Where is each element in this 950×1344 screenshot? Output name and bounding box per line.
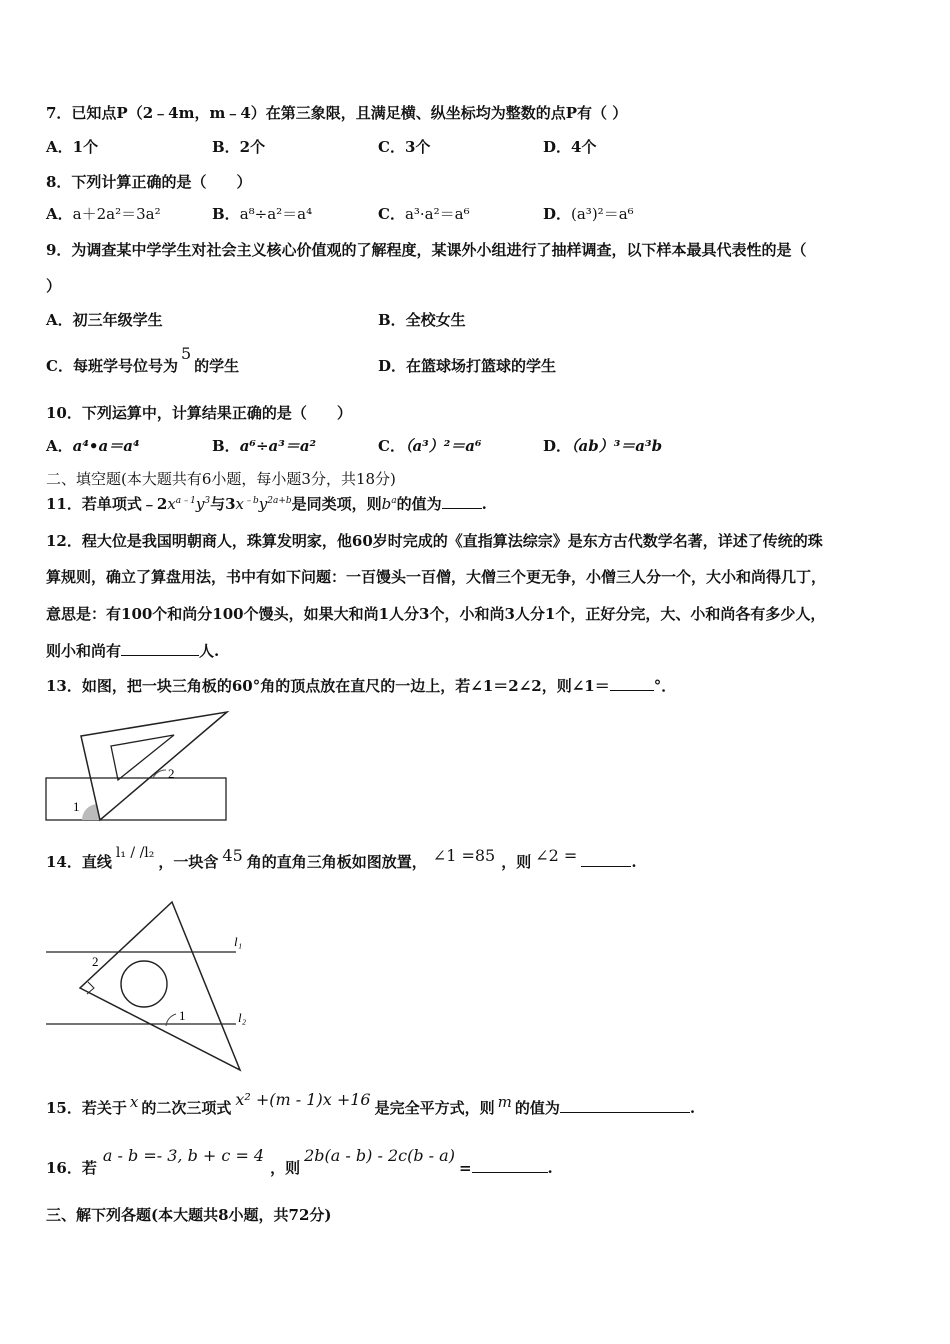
q14-angle-45: 45: [222, 846, 243, 865]
q7-option-a: A．1个: [46, 138, 99, 156]
q13-text: 13．如图，把一块三角板的60°角的顶点放在直尺的一边上，若∠1＝2∠2，则∠1＝ °．: [46, 677, 677, 695]
set-square-inner: [111, 735, 174, 780]
section-3-heading: 三、解下列各题(本大题共8小题，共72分): [46, 1206, 332, 1224]
q12-line-1: 12．程大位是我国明朝商人，珠算发明家，他60岁时完成的《直指算法综宗》是东方古代数学名著，详述了传统的珠: [46, 532, 823, 550]
q8-option-b: B．a⁸÷a²＝a⁴: [212, 205, 313, 223]
q8-option-d: D．(a³)²＝a⁶: [543, 205, 634, 223]
q14-given-angle: ∠1 =85: [432, 846, 496, 865]
q11-text: 11．若单项式$﹣2x^{a﹣1}y^3$与$3x^{﹣b}y^{2a+b}$是同类项，则$b^a$的值为 .: [46, 495, 487, 513]
q7-option-b: B．2个: [212, 138, 266, 156]
q15-var-x: x: [129, 1093, 139, 1111]
l2-label: l₂: [238, 1010, 247, 1025]
q8-option-c: C．a³·a²＝a⁶: [378, 205, 470, 223]
q8-option-a: A．a＋2a²＝3a²: [46, 205, 161, 223]
q10-stem: 10．下列运算中，计算结果正确的是（ ）: [46, 404, 352, 422]
q12-line-2: 算规则，确立了算盘用法，书中有如下问题：一百馒头一百僧，大僧三个更无争，小僧三人分一个，大小和尚得几丁，: [46, 568, 827, 586]
circle-hole: [121, 961, 167, 1007]
q15-expression: x² +(m - 1)x +16: [235, 1090, 371, 1109]
set-square-outer: [81, 712, 227, 820]
q9-stem-end: ）: [46, 277, 62, 295]
section-2-heading: 二、填空题(本大题共有6小题，每小题3分，共18分): [46, 470, 396, 488]
q8-stem: 8．下列计算正确的是（ ）: [46, 173, 252, 191]
q16-expression: 2b(a - b) - 2c(b - a): [304, 1146, 455, 1165]
q9-option-d: D．在篮球场打篮球的学生: [378, 357, 557, 375]
q12-line-3: 意思是：有100个和尚分100个馒头，如果大和尚1人分3个，小和尚3人分1个，正好分完，大、小和尚各有多少人，: [46, 605, 826, 623]
q10-option-a: A．a⁴•a＝a⁴: [46, 437, 140, 455]
angle-1-label: 1: [73, 799, 80, 814]
q13-answer-blank[interactable]: [610, 676, 654, 691]
q10-option-d: D．（ab）³＝a³b: [543, 437, 663, 455]
q15-var-m: m: [497, 1093, 512, 1111]
l1-label: l₁: [234, 934, 243, 949]
q13-figure: [40, 708, 240, 828]
q7-stem: 7．已知点P（2﹣4m，m﹣4）在第三象限，且满足横、纵坐标均为整数的点P有（ ）: [46, 104, 628, 122]
q16-condition: a - b =- 3, b + c = 4: [102, 1146, 265, 1165]
q7-option-c: C．3个: [378, 138, 431, 156]
q16-text: 16．若a - b =- 3, b + c = 4，则2b(a - b) - 2c(b - a)= .: [46, 1146, 553, 1177]
q16-answer-blank[interactable]: [472, 1158, 548, 1173]
q10-option-b: B．a⁶÷a³＝a²: [212, 437, 317, 455]
angle-1-label: 1: [179, 1008, 186, 1023]
q14-figure: [40, 896, 270, 1076]
angle-2-label: 2: [92, 954, 99, 969]
q9-option-b: B．全校女生: [378, 311, 466, 329]
q14-answer-blank[interactable]: [581, 852, 631, 867]
q15-answer-blank[interactable]: [560, 1098, 690, 1113]
angle-2-label: 2: [168, 766, 175, 781]
q14-text: 14．直线 l₁ / /l₂ ，一块含 45 角的直角三角板如图放置， ∠1 =85 ，则 ∠2 = .: [46, 845, 637, 871]
q9-option-a: A．初三年级学生: [46, 311, 163, 329]
q9-option-c-number: 5: [180, 344, 192, 363]
q11-answer-blank[interactable]: [442, 494, 482, 509]
q7-option-d: D．4个: [543, 138, 597, 156]
q9-option-c: C．每班学号位号为5的学生: [46, 344, 240, 375]
q12-answer-blank[interactable]: [121, 641, 199, 656]
q12-line-4: 则小和尚有 人.: [46, 642, 220, 660]
q15-text: 15．若关于 x 的二次三项式 x² +(m - 1)x +16 是完全平方式，则 m 的值为 .: [46, 1090, 696, 1117]
q14-ask-angle: ∠2 =: [535, 846, 578, 865]
q14-parallel-lines: l₁ / /l₂: [115, 845, 155, 861]
q10-option-c: C．（a³）²＝a⁶: [378, 437, 482, 455]
q9-stem: 9．为调查某中学学生对社会主义核心价值观的了解程度，某课外小组进行了抽样调查，以下样本最具代表性的是（: [46, 241, 807, 259]
